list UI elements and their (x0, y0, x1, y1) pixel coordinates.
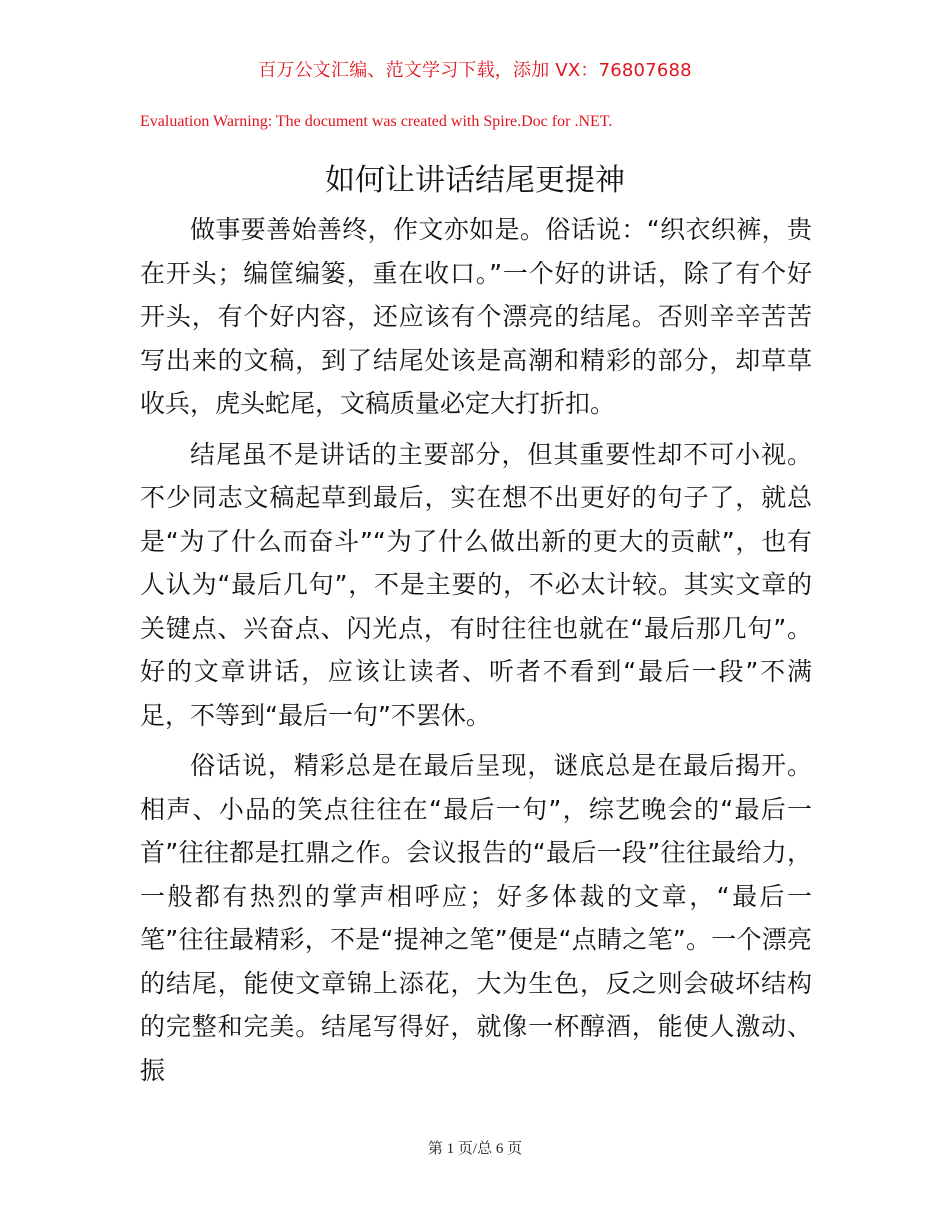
document-body (140, 208, 812, 1099)
paragraph-2: 结尾虽不是讲话的主要部分，但其重要性却不可小视。不少同志文稿起草到最后，实在想不出更好的句子了，就总是“为了什么而奋斗”“为了什么做出新的更大的贡献”，也有人认为“最后几句”，不是主要的，不必太计较。其实文章的关键点、兴奋点、闪光点，有时往往也就在“最后那几句”。好的文章讲话，应该让读者、听者不看到“最后一段”不满足，不等到“最后一句”不罢休。 (140, 439, 812, 730)
promo-banner: 百万公文汇编、范文学习下载，添加 VX：76807688 (258, 60, 692, 81)
document-title: 如何让讲话结尾更提神 (325, 163, 625, 198)
page-number-footer: 第 1 页/总 6 页 (427, 1141, 523, 1157)
paragraph-1: 做事要善始善终，作文亦如是。俗话说：“织衣织裤，贵在开头；编筐编篓，重在收口。”一个好的讲话，除了有个好开头，有个好内容，还应该有个漂亮的结尾。否则辛辛苦苦写出来的文稿，到了结尾处该是高潮和精彩的部分，却草草收兵，虎头蛇尾，文稿质量必定大打折扣。 (140, 215, 812, 418)
paragraph-3: 俗话说，精彩总是在最后呈现，谜底总是在最后揭开。相声、小品的笑点往往在“最后一句”，综艺晚会的“最后一首”往往都是扛鼎之作。会议报告的“最后一段”往往最给力，一般都有热烈的掌声相呼应；好多体裁的文章，“最后一笔”往往最精彩，不是“提神之笔”便是“点睛之笔”。一个漂亮的结尾，能使文章锦上添花，大为生色，反之则会破坏结构的完整和完美。结尾写得好，就像一杯醇酒，能使人激动、振 (140, 751, 812, 1085)
evaluation-warning: Evaluation Warning: The document was created with Spire.Doc for .NET. (140, 113, 613, 130)
